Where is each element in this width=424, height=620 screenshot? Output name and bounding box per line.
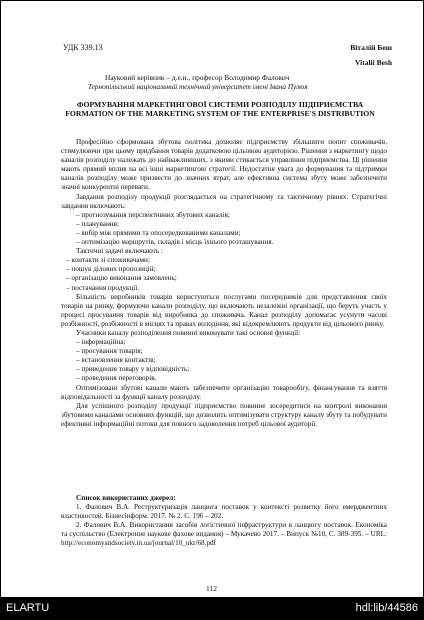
author-name-en: Vitalii Besh xyxy=(354,58,392,67)
references-heading: Список використаних джерел: xyxy=(76,494,176,502)
list-item: – приведення товару у відповідність; xyxy=(76,365,190,374)
references-section xyxy=(61,494,387,549)
list-item: – просування товарів; xyxy=(76,347,143,356)
udc-code: УДК 339.13 xyxy=(63,43,103,52)
list-item: – вибір між прямими та опосередкованими каналами; xyxy=(76,228,241,237)
paragraph: Тактичні задачі включають : xyxy=(76,247,163,256)
handle-label: hdl:lib/44586 xyxy=(355,602,418,614)
list-item: – планування; xyxy=(76,219,119,228)
list-item: – проведення переговорів. xyxy=(76,374,157,383)
article-body xyxy=(61,138,387,429)
document-page xyxy=(2,2,420,594)
reference-item: 2. Фалович В.А. Використання засобів логістичної інфраструктури в ланцюгу поставок. Економіка та суспільство (Електронне наукове фахове видання) – Мукачево 2017. – Випуск №10, С. 389-395. – URL: http://economyandsociety.in.ua/journal/10_ukr/68.pdf xyxy=(61,521,387,548)
list-item: – прогнозування перспективних збутових каналів; xyxy=(76,210,230,219)
paragraph: Для успішного розподілу продукції підприємство повинне зосередитися на контролі виконання збутовими каналами основних функцій, що дозволить оптимізувати структуру каналу збуту та побудувати ефективні інформаційні потоки для повного задоволення потреб цільової аудиторії. xyxy=(61,401,388,428)
reference-item: 1. Фалович В.А. Реструктуризація ланцюга поставок у контексті розвитку його емерджентних властивостей. Бізнесінформ. 2017. № 2. С. 196 – 202. xyxy=(61,503,387,521)
footer-bar xyxy=(0,598,424,620)
list-item: – інформаційна; xyxy=(76,338,126,347)
list-item: – контакти зі споживачами; xyxy=(66,256,150,265)
paragraph: Завдання розподілу продукції розглядається на стратегічному та тактичному рівнях. Стратегічні завдання включають: xyxy=(61,192,387,210)
paragraph: Професійно сформована збутова політика дозволяє підприємству збільшити попит споживачів, стимулюючи при цьому придбання товарів додатковою цільовою аудиторією. Рішення з маркетингу щодо каналів розподілу належать до найважливіших, з якими стикається управління підприємства. Ці рішення мають прямий вплив на всі інші маркетингові стратегії. Недостатня увага до формування та підтримки каналів розподілу може призвести до значних втрат, але ефективна система збуту може забезпечити значні конкурентні переваги. xyxy=(61,138,387,192)
list-item: – встановлення контактів; xyxy=(76,356,156,365)
paragraph: Оптимізовані збутові канали мають забезпечити організацію товарообігу, фінансування та взяття відповідальності за функції каналу розподілу. xyxy=(61,383,387,401)
list-item: – оптимізацію маршрутів, складів і місць їхнього розташування. xyxy=(76,238,274,247)
list-item: – постачання продукції. xyxy=(66,283,140,292)
paragraph: Більшість виробників товарів користуються послугами посередників для представлення своїх товарів на ринку, формуючи канали розподілу, що включають незалежні організації, що беруть участь у процесі просування товарів від виробника до споживача. Канал розподілу допомагає усунути часові розбіжності, розбіжності в місцях та правах володіння, які відокремлюють продукти від цільового ринку. xyxy=(61,292,387,328)
list-item: – пошук ділових пропозицій; xyxy=(66,265,156,274)
list-item: – організацію виконання замовлень; xyxy=(66,274,177,283)
title-ua: ФОРМУВАННЯ МАРКЕТИНГОВОЇ СИСТЕМИ РОЗПОДІЛУ ПІДПРИЄМСТВА xyxy=(76,100,364,109)
paragraph: Учасники каналу розподілення повинні виконувати такі основні функції: xyxy=(76,328,301,337)
author-name-ua: Віталій Беш xyxy=(350,43,392,52)
supervisor-line: Науковий керівник – д.е.н., професор Володимир Фалович xyxy=(105,73,290,82)
title-en: FORMATION OF THE MARKETING SYSTEM OF THE ENTERPRISE'S DISTRIBUTION xyxy=(65,109,375,118)
repository-label: ELARTU xyxy=(6,602,50,614)
page-number: 112 xyxy=(206,584,217,593)
university-line: Тернопільський національний технічний університет імені Івана Пулюя xyxy=(88,83,308,91)
